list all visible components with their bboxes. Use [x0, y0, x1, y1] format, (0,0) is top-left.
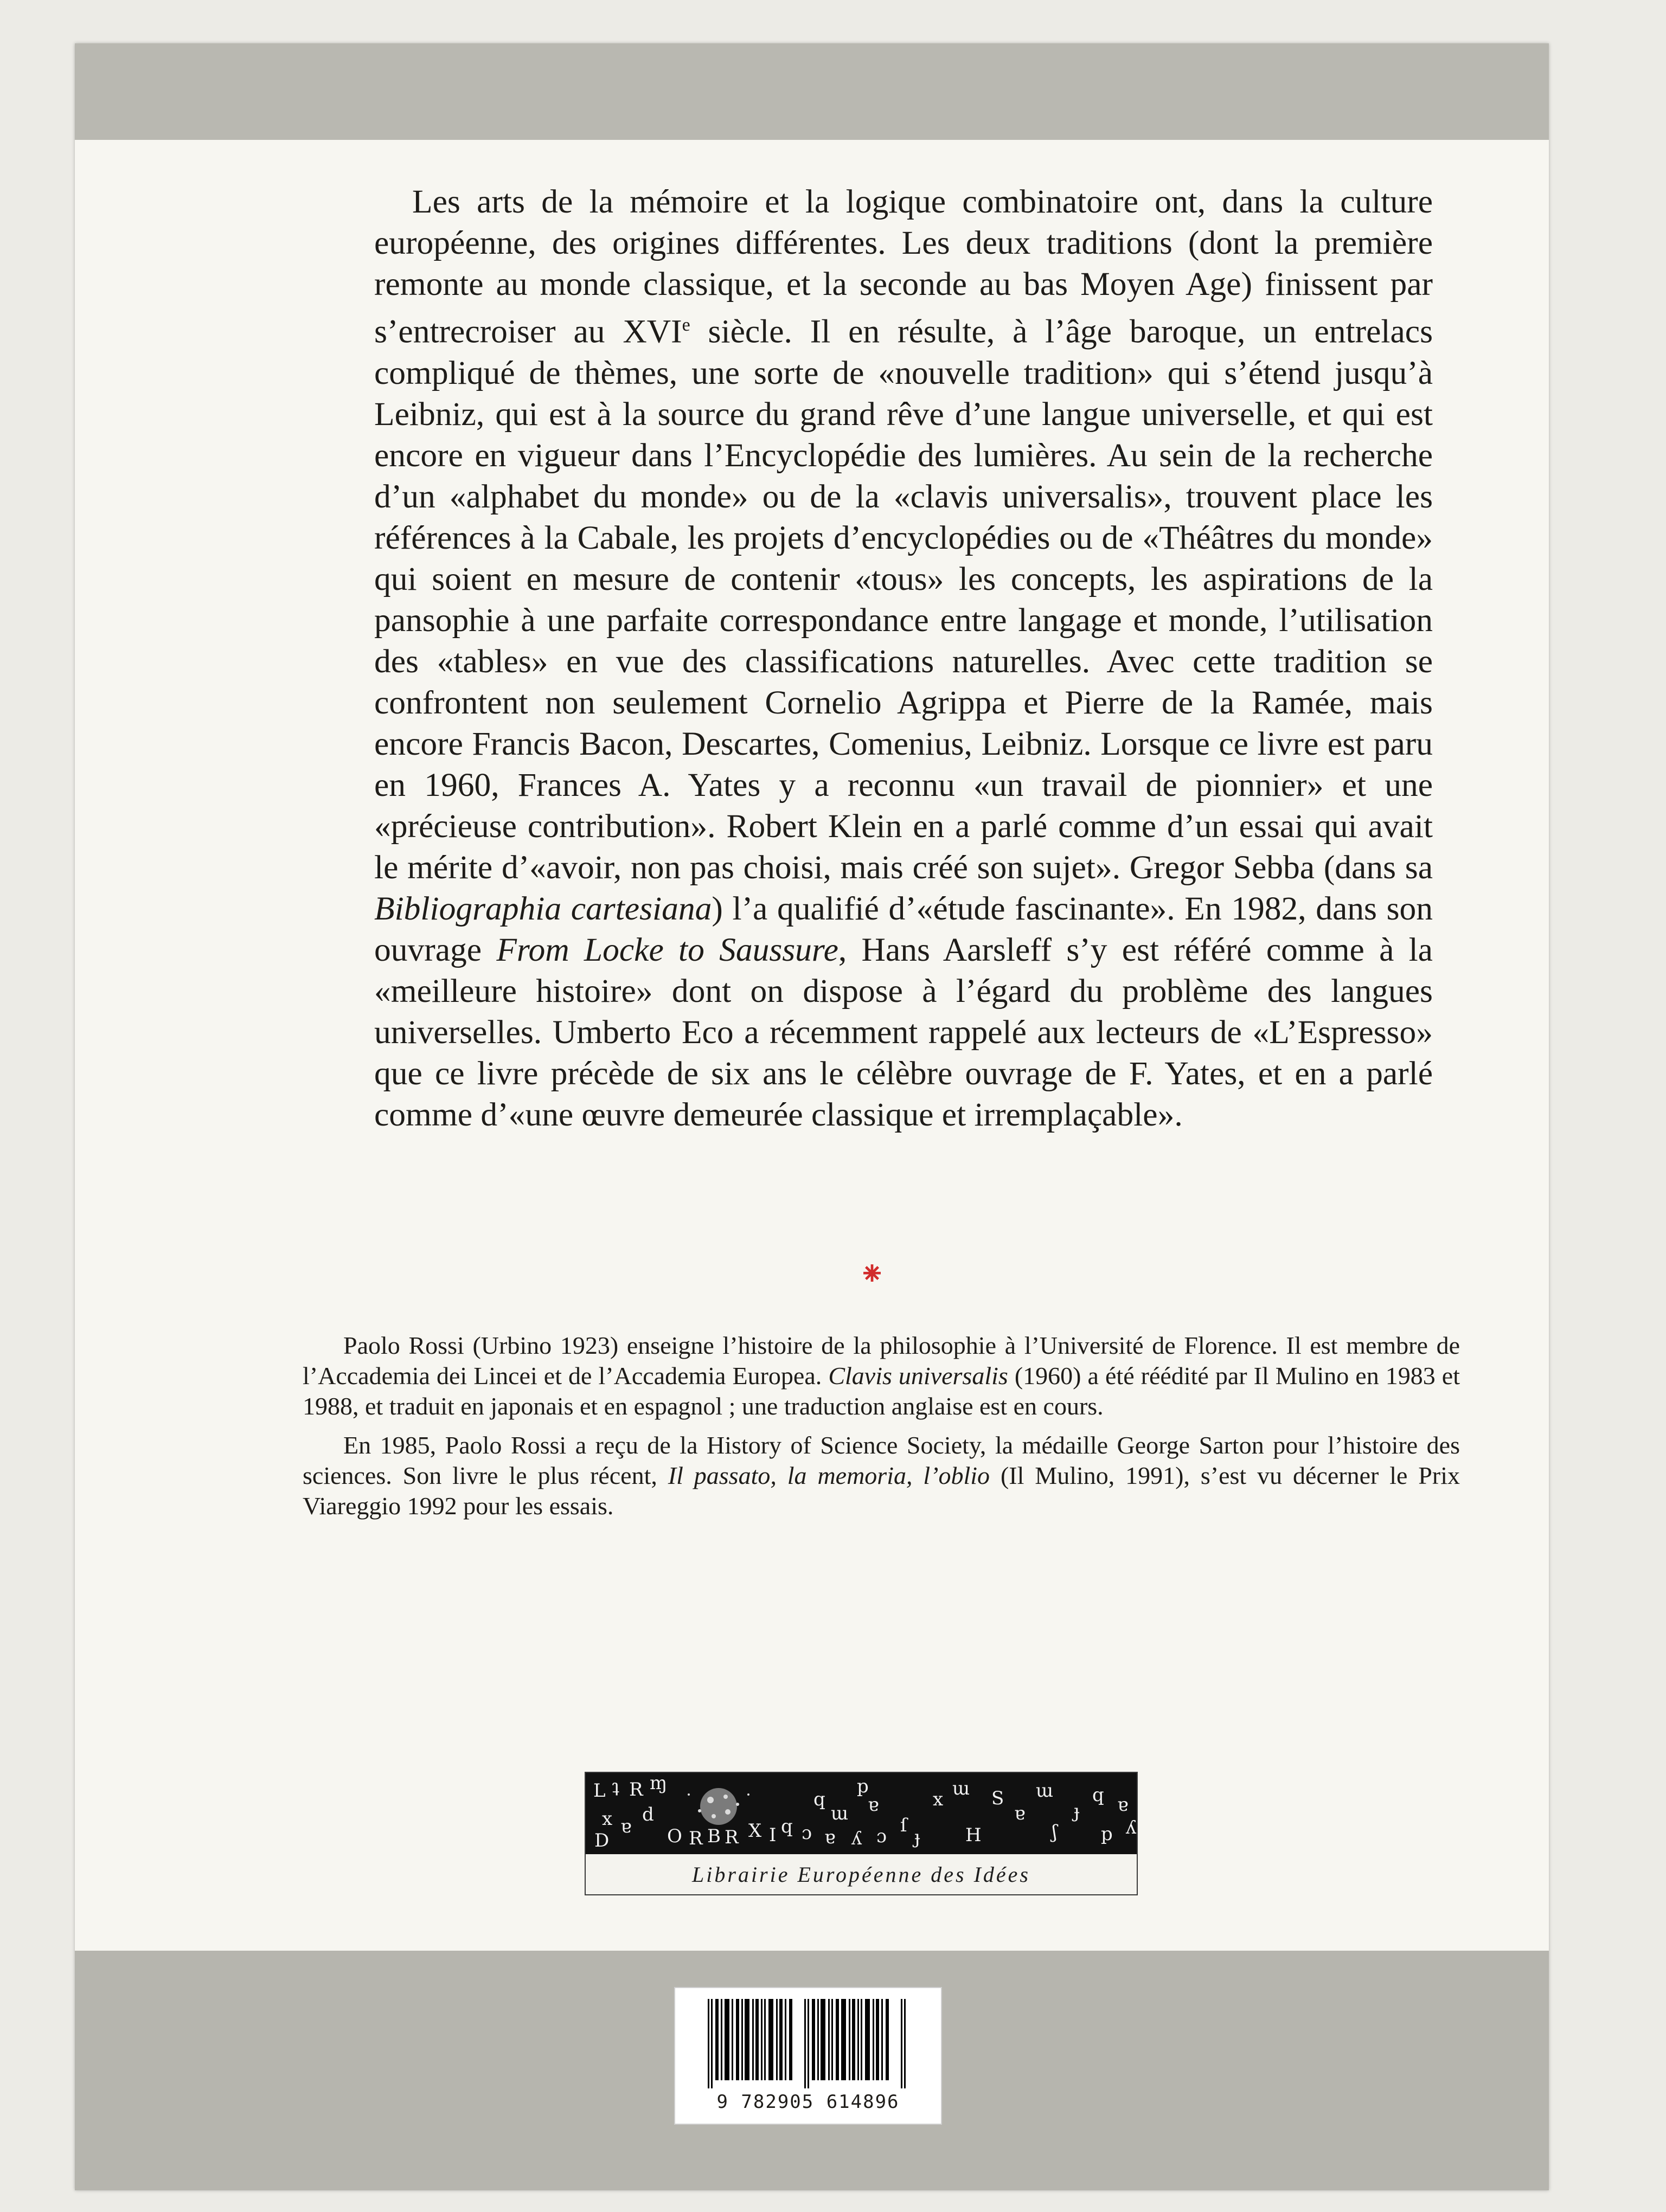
bio-paragraph-1 [303, 1330, 1460, 1422]
top-gray-band [75, 43, 1549, 140]
svg-text:L: L [593, 1780, 606, 1802]
svg-text:ɐ: ɐ [868, 1794, 879, 1816]
blurb-century-sup: e [682, 315, 690, 335]
barcode-digits: 9 782905 614896 [716, 2091, 900, 2113]
svg-text:x: x [602, 1808, 613, 1830]
svg-text:S: S [991, 1787, 1004, 1809]
svg-text:B: B [707, 1825, 721, 1847]
blurb-part: ) l’a qualifié d’«étude fascinante». En 1982, dans son ouvrage [374, 890, 1433, 968]
blurb-italic-title: Bibliographia cartesiana [374, 890, 712, 927]
svg-text:H: H [965, 1824, 982, 1846]
isbn-barcode [674, 1987, 942, 2125]
blurb-part: Les arts de la mémoire et la logique combinatoire ont, dans la culture européenne, des origines différentes. Les deux traditions (dont la première remonte au monde classique, et la seconde au bas Moyen Age) finissent par s’entrecroiser au [374, 183, 1433, 350]
svg-text:ɯ: ɯ [1036, 1780, 1054, 1802]
svg-text:ɯ: ɯ [831, 1803, 849, 1824]
blurb-italic-title: From Locke to Saussure [496, 931, 838, 968]
publisher-logo [585, 1772, 1138, 1895]
svg-text:D: D [594, 1830, 610, 1851]
svg-text:X: X [748, 1820, 762, 1842]
svg-text:ɟ: ɟ [914, 1827, 920, 1848]
svg-text:p: p [857, 1776, 869, 1797]
svg-text:ɐ: ɐ [620, 1816, 632, 1837]
svg-text:q: q [813, 1789, 825, 1810]
svg-text:I: I [769, 1824, 777, 1846]
bio-text: En 1985, Paolo Rossi a reçu de la History of Science Society, la médaille George Sarton pour l’histoire des sciences. Son livre le plus récent, [303, 1431, 1460, 1489]
svg-text:ɐ: ɐ [824, 1827, 836, 1848]
blurb-text [374, 181, 1433, 1135]
bio-text: Paolo Rossi (Urbino 1923) enseigne l’histoire de la philosophie à l’Université de Florence. Il est membre de l’Accademia dei Lincei et de l’Accademia Europea. [303, 1332, 1460, 1390]
svg-text:R: R [725, 1827, 739, 1848]
svg-text:q: q [781, 1816, 793, 1837]
author-bio [303, 1330, 1460, 1530]
svg-text:ʃ: ʃ [1052, 1821, 1058, 1843]
bio-paragraph-2 [303, 1430, 1460, 1521]
blurb-part: , Hans Aarsleff s’y est référé comme à la «meilleure histoire» dont on dispose à l’égard du problème des langues universelles. Umberto Eco a récemment rappelé aux lecteurs de «L’Espresso» que ce livre précède de six ans le célèbre ouvrage de F. Yates, et en a parlé comme d’«une œuvre demeurée classique et irremplaçable». [374, 931, 1433, 1133]
svg-text:ɐ: ɐ [1117, 1794, 1129, 1816]
svg-text:ɐ: ɐ [1014, 1803, 1026, 1824]
barcode-bars [708, 1999, 908, 2088]
svg-text:ɟ: ɟ [1074, 1801, 1080, 1822]
svg-text:ɯ: ɯ [952, 1778, 970, 1799]
svg-text:ʎ: ʎ [1126, 1817, 1137, 1838]
book-back-cover [75, 43, 1549, 2190]
svg-text:p: p [1101, 1823, 1113, 1845]
svg-text:ɔ: ɔ [876, 1825, 887, 1847]
svg-text:ʇ: ʇ [612, 1776, 619, 1797]
bio-italic-title: Clavis universalis [828, 1362, 1008, 1390]
svg-text:ɱ: ɱ [650, 1773, 668, 1794]
svg-text:ſ: ſ [900, 1815, 907, 1836]
blurb-part: siècle. Il en résulte, à l’âge baroque, un entrelacs compliqué de thèmes, une sorte de «nouvelle tradition» qui s’étend jusqu’à Leibniz, qui est à la source du grand rêve d’une langue universelle, et qui est encore en vigueur dans l’Encyclopédie des lumières. Au sein de la recherche d’un «alphabet du monde» ou de la «clavis universalis», trouvent place les références à la Cabale, les projets d’encyclopédies ou de «Théâtres du monde» qui soient en mesure de contenir «tous» les concepts, les aspirations de la pansophie à une parfaite correspondance entre langage et monde, l’utilisation des «tables» en vue des classifications naturelles. Avec cette tradition se confrontent non seulement Cornelio Agrippa et Pierre de la Ramée, mais encore Francis Bacon, Descartes, Comenius, Leibniz. Lorsque ce livre est paru en 1960, Frances A. Yates y a reconnu «un travail de pionnier» et une «précieuse contribution». Robert Klein en a parlé comme d’un essai qui avait le mérite d’«avoir, non pas choisi, mais créé son sujet». Gregor Sebba (dans sa [374, 313, 1433, 886]
asterisk-ornament: ⁕ [858, 1255, 886, 1293]
svg-text:ɔ: ɔ [802, 1822, 812, 1844]
blurb-century: XVI [623, 313, 682, 350]
svg-text:ʎ: ʎ [851, 1828, 862, 1849]
svg-text:d: d [642, 1804, 654, 1825]
bio-text: (1960) a été réédité par Il Mulino en 1983 et 1988, et traduit en japonais et en espagnol ; une traduction anglaise est en cours. [303, 1362, 1460, 1420]
svg-text:O: O [667, 1825, 682, 1847]
svg-text:q: q [1092, 1784, 1104, 1806]
svg-text:x: x [933, 1789, 944, 1810]
publisher-name: Librairie Européenne des Idées [692, 1862, 1030, 1887]
bio-text: (Il Mulino, 1991), s’est vu décerner le Prix Viareggio 1992 pour les essais. [303, 1462, 1460, 1520]
svg-text:R: R [629, 1779, 643, 1801]
bio-italic-title: Il passato, la memoria, l’oblio [668, 1462, 990, 1489]
svg-text:R: R [689, 1828, 703, 1849]
logo-letter-strip [586, 1773, 1137, 1854]
